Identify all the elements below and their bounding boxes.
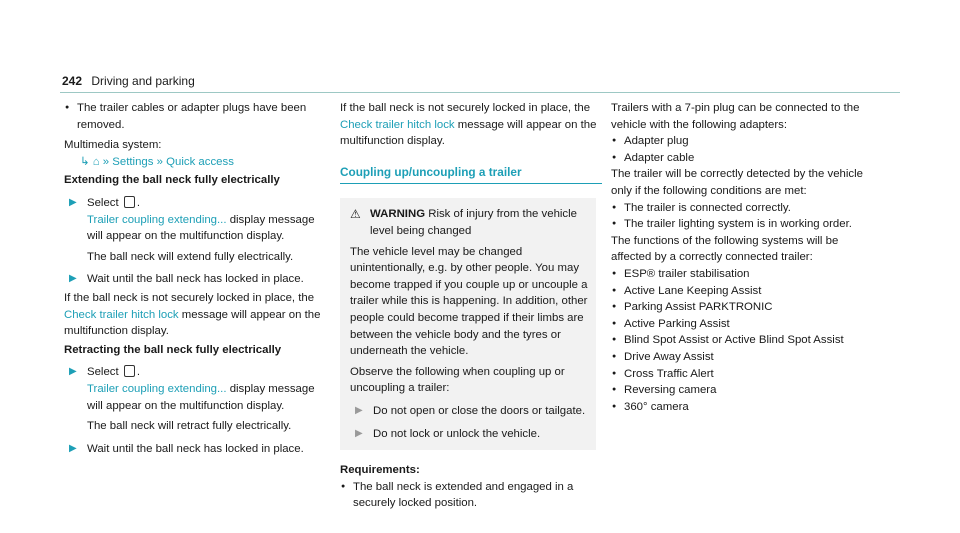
list-item: ● The trailer is connected correctly. <box>611 200 876 217</box>
step-select: Select <box>87 196 119 209</box>
step-text: display message will appear on the multifunction display. <box>87 213 315 243</box>
list-item: ● Adapter cable <box>611 150 876 167</box>
heading-extend: Extending the ball neck fully electrically <box>64 174 280 187</box>
section-heading: Coupling up/uncoupling a trailer <box>340 164 602 185</box>
list-item: ● The trailer cables or adapter plugs have been removed. <box>64 100 326 133</box>
warning-observe: Observe the following when coupling up or uncoupling a trailer: <box>350 365 565 395</box>
body-text: If the ball neck is not securely locked in place, the Check trailer hitch lock message will appear on the multifunction display. <box>340 102 597 148</box>
warning-title: Risk of injury from the vehicle level being changed <box>370 208 577 237</box>
body-text: If the ball neck is not securely locked in place, the Check trailer hitch lock message will appear on the multifunction display. <box>64 291 321 338</box>
step-text: Wait until the ball neck has locked in place. <box>87 273 304 286</box>
warning-step: ▶ Do not open or close the doors or tailgate. <box>350 403 588 420</box>
warning-step: ▶ Do not lock or unlock the vehicle. <box>350 426 588 443</box>
page-number: 242 <box>62 74 83 88</box>
list-item: ● Adapter plug <box>611 133 876 150</box>
list-item: ● Active Parking Assist <box>611 316 876 333</box>
list-item: ● Cross Traffic Alert <box>611 366 876 383</box>
list-item: ● Active Lane Keeping Assist <box>611 283 876 300</box>
body-text: The functions of the following systems will be affected by a correctly connected trailer: <box>611 234 839 264</box>
body-text: Trailers with a 7-pin plug can be connected to the vehicle with the following adapters: <box>611 102 860 131</box>
check-hitch-link[interactable]: Check trailer hitch lock <box>340 118 455 131</box>
step-note: The ball neck will extend fully electrically. <box>87 250 294 263</box>
list-item: ● 360° camera <box>611 399 876 416</box>
warning-box <box>340 198 596 450</box>
step-arrow-icon: ▶ <box>355 427 363 439</box>
page-header <box>62 73 195 90</box>
column-2 <box>340 100 602 512</box>
chevron-right-icon: » <box>156 155 163 168</box>
list-item: ● The ball neck is extended and engaged in a securely locked position. <box>340 479 602 512</box>
multimedia-label: Multimedia system: <box>64 139 162 152</box>
warning-body: The vehicle level may be changed unintentionally, e.g. by other people. You may become trapped if you couple up or uncouple a trailer while this is happening. In addition, other people could become trapped if their limbs are between the vehicle body and the tyres or underneath the vehicle. <box>350 245 588 358</box>
list-item: ● ESP® trailer stabilisation <box>611 266 876 283</box>
trailer-link[interactable]: Trailer coupling extending... <box>87 213 227 226</box>
list-item: ● Parking Assist PARKTRONIC <box>611 299 876 316</box>
list-item: ● Reversing camera <box>611 382 876 399</box>
step-arrow-icon: ▶ <box>69 366 77 378</box>
list-item: ● The trailer lighting system is in working order. <box>611 216 876 233</box>
step-item <box>64 271 326 288</box>
header-rule <box>60 92 900 93</box>
step-select: Select <box>87 366 119 379</box>
trailer-icon <box>124 365 135 377</box>
column-3 <box>611 100 876 415</box>
list-item: ● Blind Spot Assist or Active Blind Spot Assist <box>611 332 876 349</box>
list-item: ● Drive Away Assist <box>611 349 876 366</box>
path-quick-access[interactable]: Quick access <box>166 155 234 168</box>
home-icon[interactable]: ⌂ <box>92 155 100 168</box>
step-arrow-icon: ▶ <box>69 196 77 208</box>
trailer-link[interactable]: Trailer coupling extending... <box>87 382 227 395</box>
step-arrow-icon: ▶ <box>69 273 77 285</box>
body-text: The trailer will be correctly detected by the vehicle only if the following conditions are met: <box>611 168 863 197</box>
requirements-label: Requirements: <box>340 464 420 477</box>
return-arrow-icon: ↳ <box>80 155 90 168</box>
column-1 <box>64 100 326 457</box>
section-title: Driving and parking <box>91 74 195 88</box>
path-settings[interactable]: Settings <box>112 155 154 168</box>
step-note: The ball neck will retract fully electrically. <box>87 420 292 433</box>
warning-label: WARNING <box>370 208 426 221</box>
check-hitch-link[interactable]: Check trailer hitch lock <box>64 308 179 321</box>
chevron-right-icon: » <box>102 155 110 168</box>
step-text: display message will appear on the multifunction display. <box>87 382 315 412</box>
trailer-icon <box>124 196 135 208</box>
step-arrow-icon: ▶ <box>355 404 363 416</box>
step-arrow-icon: ▶ <box>69 442 77 454</box>
step-text: Wait until the ball neck has locked in place. <box>87 442 304 455</box>
step-item: ▶ Select . Trailer coupling extending... display message will appear on the multifunction display. The ball neck will retract fully electrically. <box>64 364 326 434</box>
step-item <box>64 441 326 458</box>
step-item: ▶ Select . Trailer coupling extending... display message will appear on the multifunction display. The ball neck will extend fully electrically. <box>64 195 326 265</box>
menu-path <box>64 154 326 171</box>
warning-icon: ⚠ <box>350 207 361 222</box>
heading-retract: Retracting the ball neck fully electrically <box>64 343 282 356</box>
